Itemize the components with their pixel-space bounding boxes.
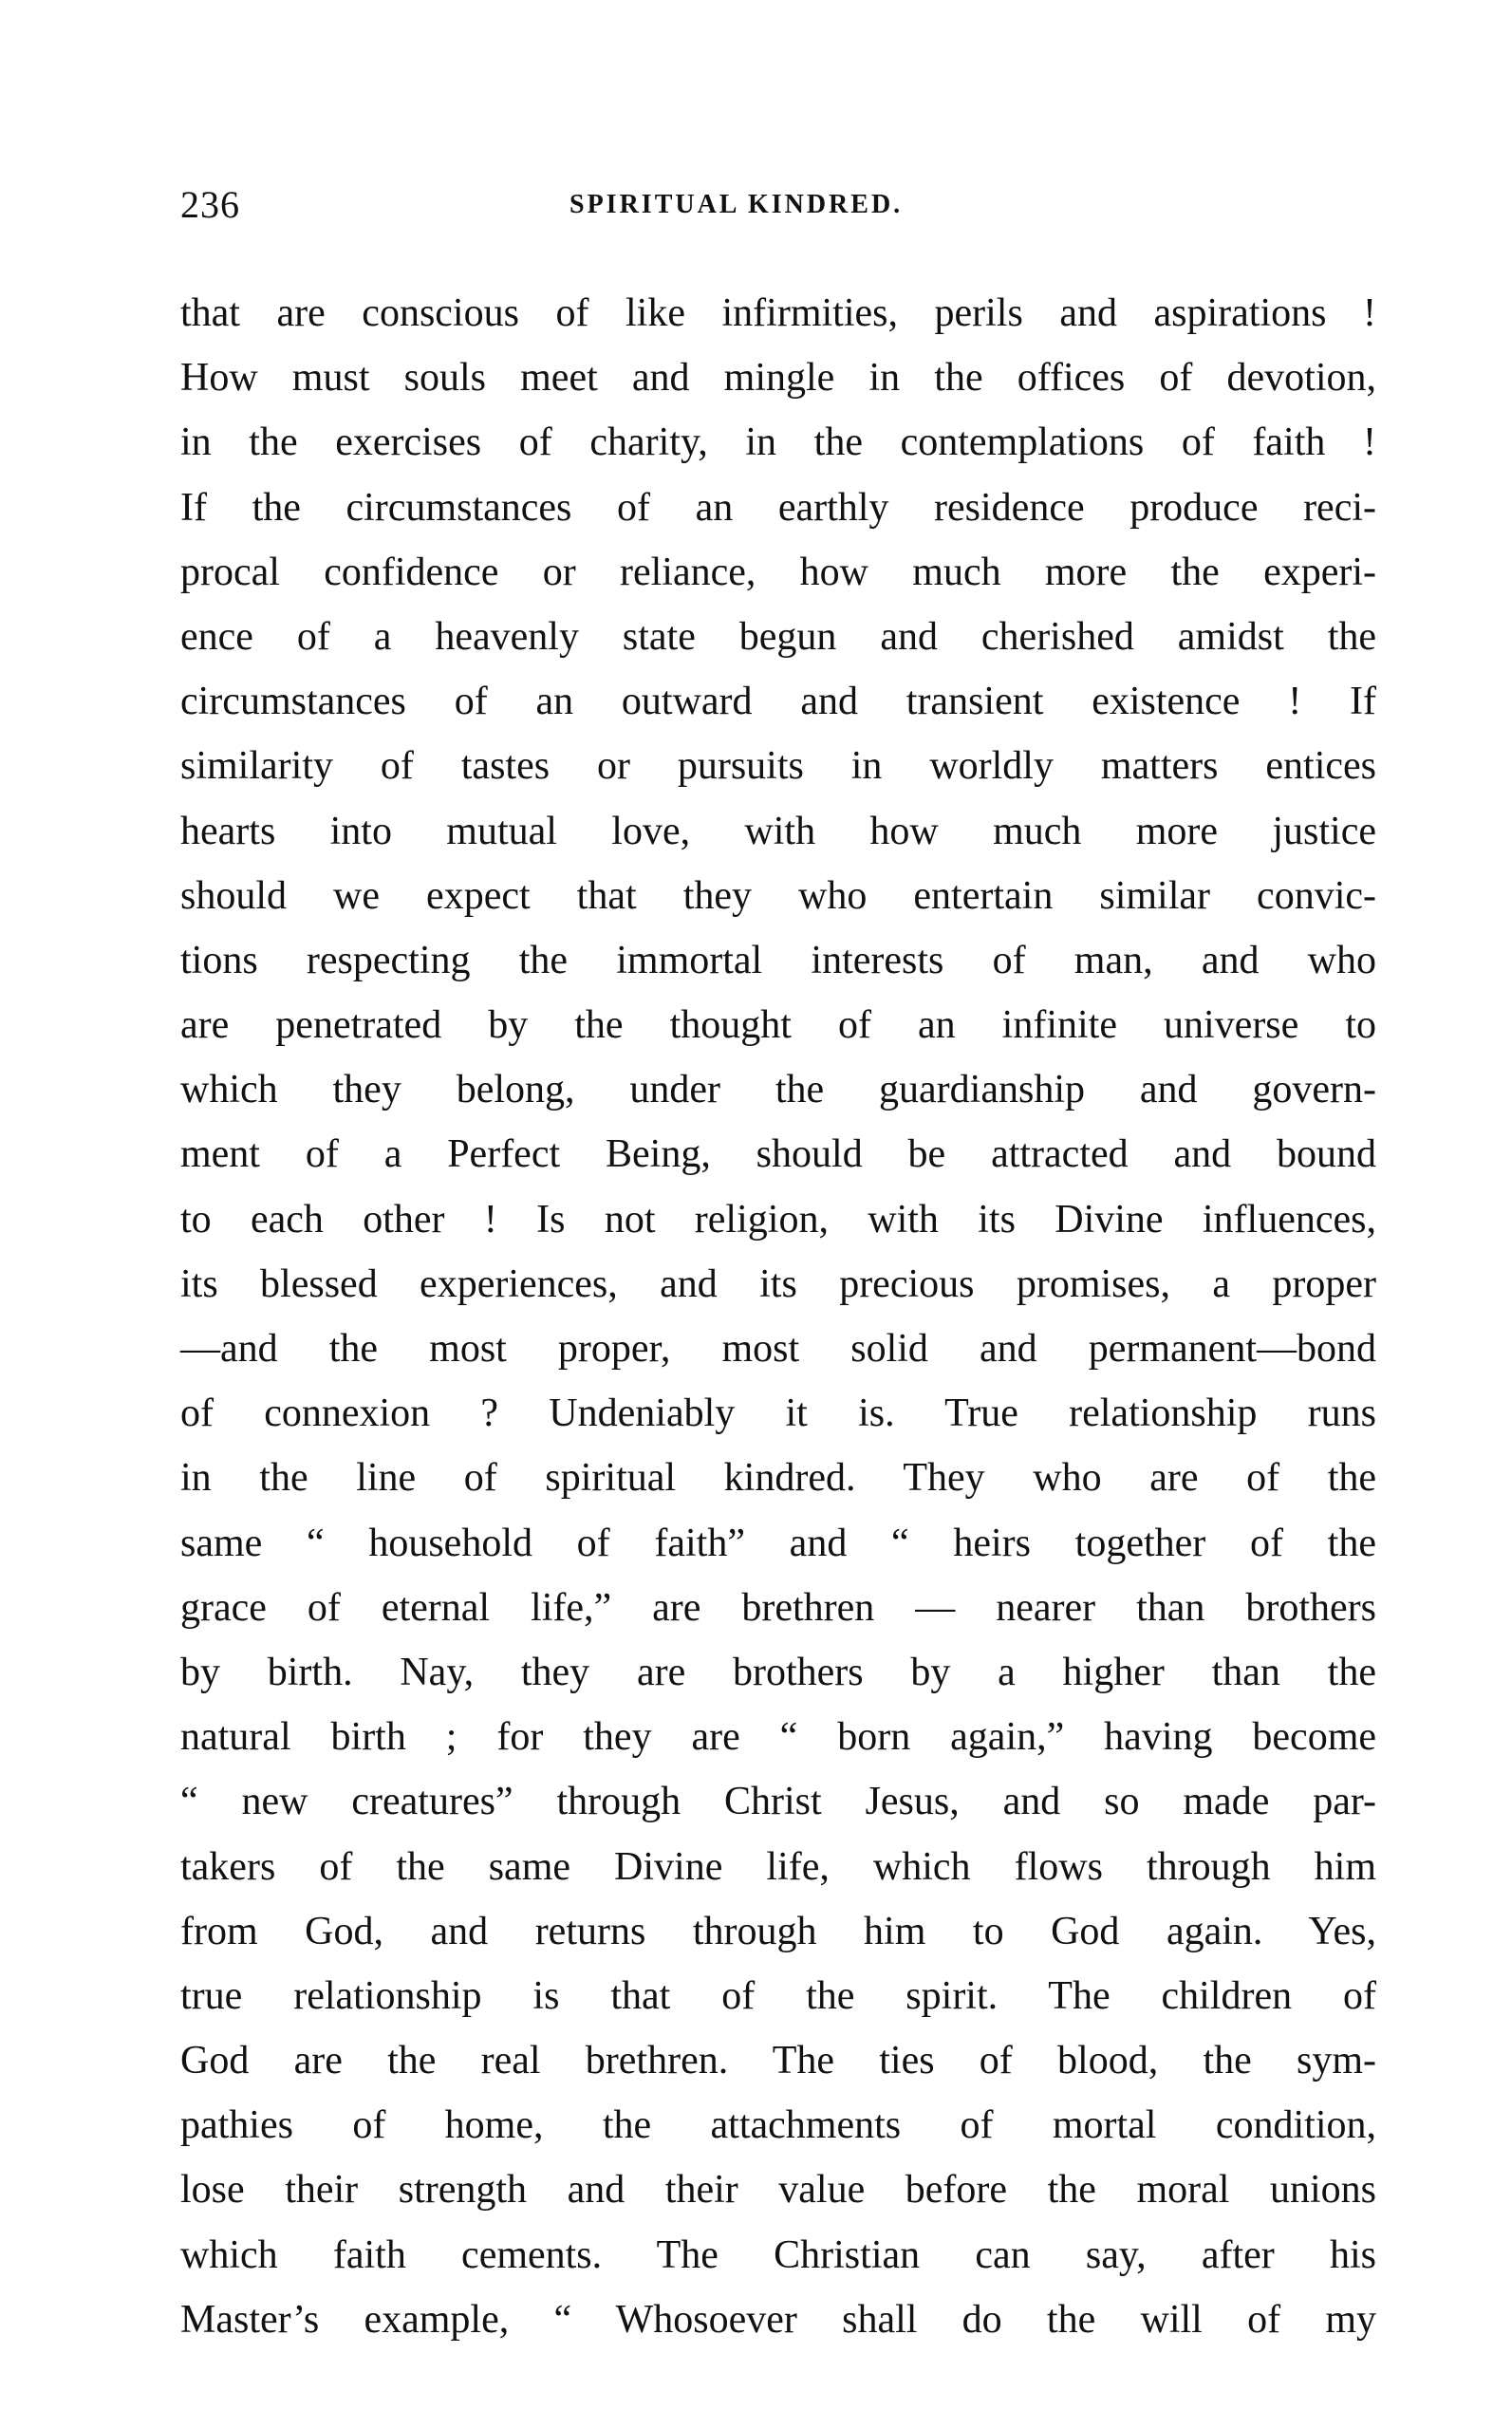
text-line: same “ household of faith” and “ heirs together of the [180,1521,1376,1565]
text-line: lose their strength and their value before the moral unions [180,2168,1376,2213]
text-line: grace of eternal life,” are brethren — nearer than brothers [180,1585,1376,1630]
text-line: tions respecting the immortal interests of man, and who [180,938,1376,982]
page-header [180,182,1376,239]
text-line: procal confidence or reliance, how much more the experi- [180,550,1376,594]
text-line: from God, and returns through him to God again. Yes, [180,1909,1376,1953]
text-line: that are conscious of like infirmities, perils and aspirations ! [180,291,1376,335]
text-line: are penetrated by the thought of an infinite universe to [180,1003,1376,1048]
body-text [180,281,1376,2352]
text-line: God are the real brethren. The ties of blood, the sym- [180,2039,1376,2083]
running-title: SPIRITUAL KINDRED. [569,190,904,219]
text-line: by birth. Nay, they are brothers by a higher than the [180,1650,1376,1694]
text-line: in the exercises of charity, in the contemplations of faith ! [180,420,1376,465]
text-line: Master’s example, “ Whosoever shall do the will of my [180,2297,1376,2342]
page-number: 236 [180,183,240,226]
text-line: in the line of spiritual kindred. They who are of the [180,1456,1376,1501]
text-line: similarity of tastes or pursuits in worldly matters entices [180,744,1376,789]
text-line: ence of a heavenly state begun and cherished amidst the [180,614,1376,659]
text-line: ment of a Perfect Being, should be attracted and bound [180,1132,1376,1177]
text-line: which they belong, under the guardianship and govern- [180,1068,1376,1112]
text-line: How must souls meet and mingle in the offices of devotion, [180,356,1376,401]
text-line: If the circumstances of an earthly residence produce reci- [180,485,1376,530]
text-line: to each other ! Is not religion, with its Divine influences, [180,1197,1376,1242]
text-line: takers of the same Divine life, which flows through him [180,1844,1376,1889]
text-line: “ new creatures” through Christ Jesus, and so made par- [180,1780,1376,1824]
text-line: true relationship is that of the spirit. The children of [180,1973,1376,2018]
text-line: pathies of home, the attachments of mortal condition, [180,2103,1376,2148]
text-line: hearts into mutual love, with how much more justice [180,809,1376,853]
text-line: which faith cements. The Christian can say, after his [180,2232,1376,2277]
text-line: circumstances of an outward and transient existence ! If [180,680,1376,724]
text-line: of connexion ? Undeniably it is. True relationship runs [180,1391,1376,1436]
text-line: —and the most proper, most solid and permanent—bond [180,1327,1376,1371]
text-line: its blessed experiences, and its precious promises, a proper [180,1261,1376,1306]
text-line: should we expect that they who entertain similar convic- [180,873,1376,918]
text-line: natural birth ; for they are “ born again,” having become [180,1715,1376,1760]
